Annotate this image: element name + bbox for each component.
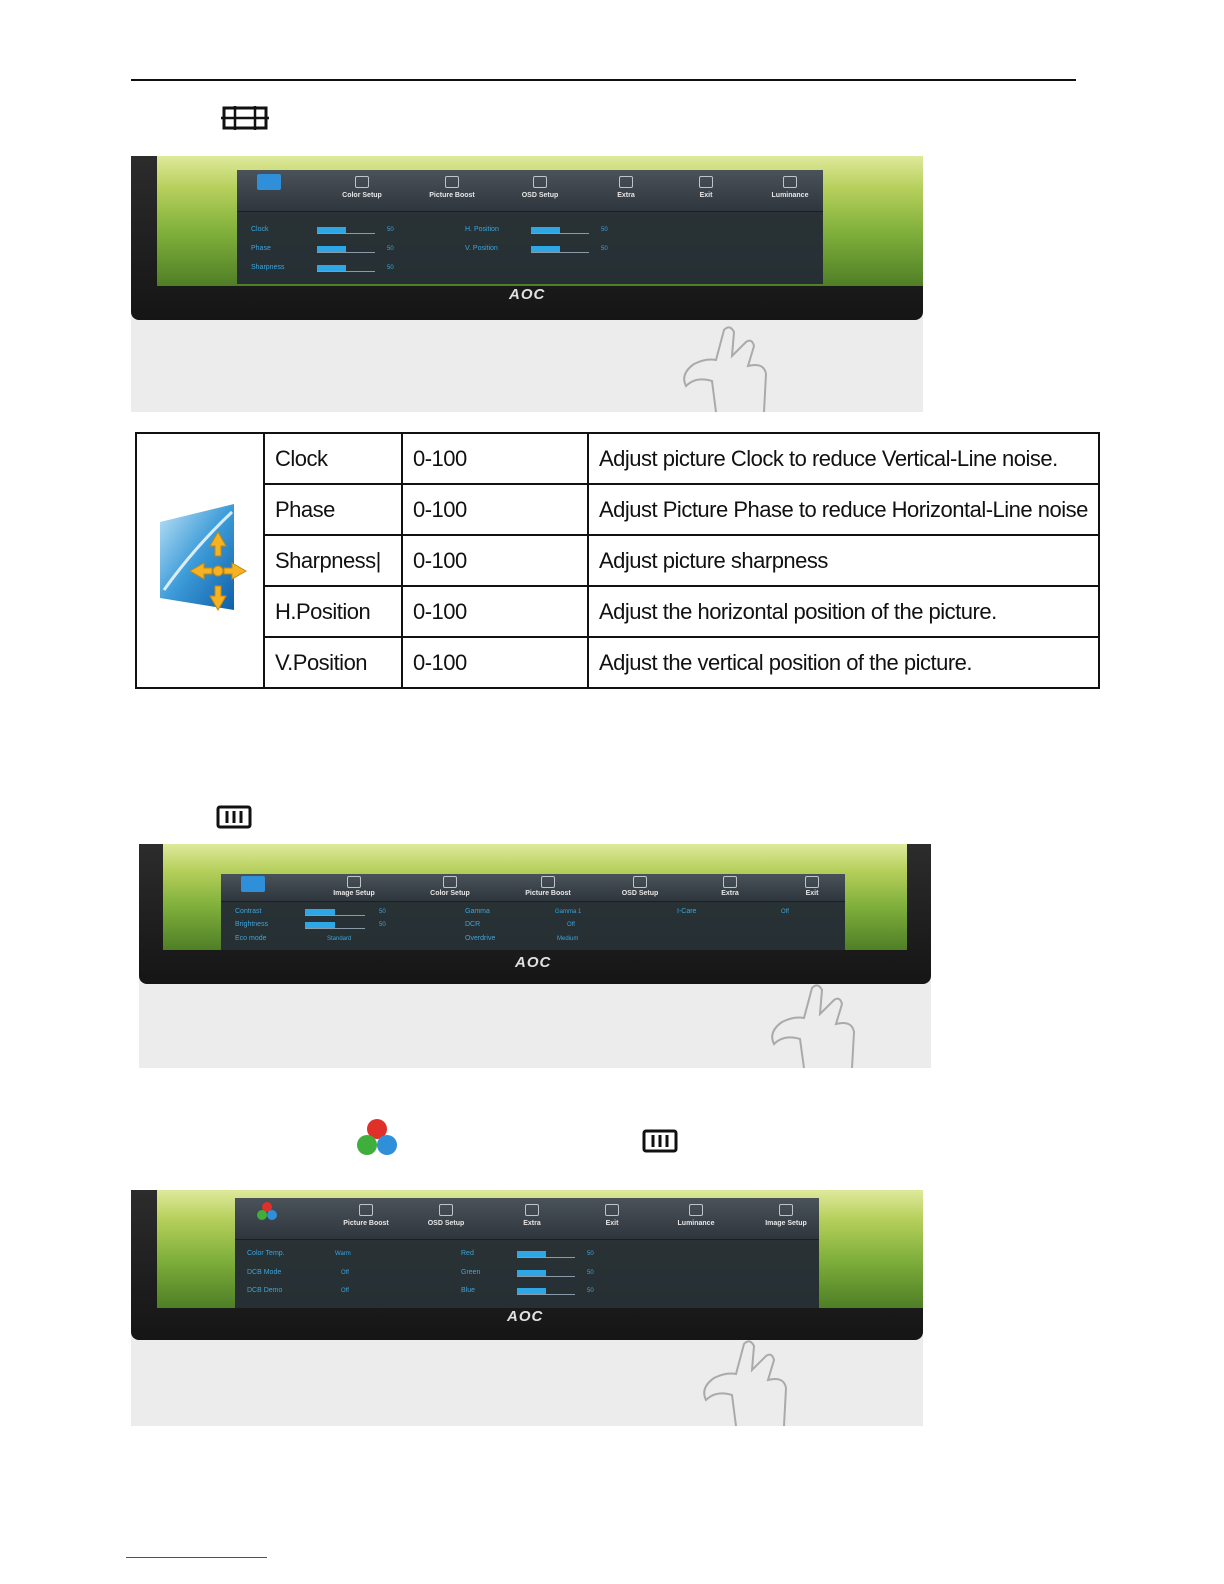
osd-row-label: Overdrive bbox=[465, 935, 496, 942]
pointing-hand-icon bbox=[696, 1340, 796, 1426]
osd-row-label: H. Position bbox=[465, 226, 499, 233]
aoc-logo: AOC bbox=[515, 954, 552, 971]
osd-row-label: Contrast bbox=[235, 908, 262, 915]
table-cell-range: 0-100 bbox=[402, 484, 588, 535]
table-row bbox=[136, 535, 1099, 586]
osd-tab-luminance[interactable] bbox=[223, 874, 283, 896]
osd-slider[interactable] bbox=[517, 1270, 575, 1277]
table-cell-range: 0-100 bbox=[402, 433, 588, 484]
osd-value[interactable]: Gamma 1 bbox=[555, 909, 582, 915]
osd-row-label: Brightness bbox=[235, 921, 269, 928]
osd-slider[interactable] bbox=[517, 1288, 575, 1295]
table-cell-item: Sharpness| bbox=[264, 535, 402, 586]
osd-value: 50 bbox=[587, 1270, 594, 1276]
osd-value: 50 bbox=[387, 246, 394, 252]
osd-slider[interactable] bbox=[305, 909, 365, 916]
osd-tab-color-setup[interactable] bbox=[237, 1198, 297, 1222]
osd-tab-luminance[interactable]: Luminance bbox=[755, 170, 825, 199]
osd-row-label: Clock bbox=[251, 226, 269, 233]
osd-value[interactable]: Off bbox=[341, 1288, 349, 1294]
osd-value[interactable]: Off bbox=[341, 1270, 349, 1276]
osd-row-label: Green bbox=[461, 1269, 481, 1276]
table-icon-cell bbox=[136, 433, 264, 688]
osd-tab-extra[interactable]: Extra bbox=[497, 1198, 567, 1227]
osd-tab-osd-setup[interactable]: OSD Setup bbox=[505, 170, 575, 199]
table-row bbox=[136, 433, 1099, 484]
osd-row-label: Gamma bbox=[465, 908, 490, 915]
aoc-logo: AOC bbox=[509, 286, 546, 303]
osd-tab-osd-setup[interactable]: OSD Setup bbox=[411, 1198, 481, 1227]
osd-tab-exit[interactable]: Exit bbox=[671, 170, 741, 199]
table-cell-description: Adjust picture Clock to reduce Vertical-Line noise. bbox=[588, 433, 1099, 484]
osd-value: 50 bbox=[387, 227, 394, 233]
osd-row-label: Sharpness bbox=[251, 264, 285, 271]
osd-row-label: Phase bbox=[251, 245, 271, 252]
osd-slider[interactable] bbox=[531, 246, 589, 253]
osd-tab-color-setup[interactable]: Color Setup bbox=[415, 874, 485, 897]
osd-row-label: I-Care bbox=[677, 908, 697, 915]
image-setup-screenshot bbox=[131, 156, 923, 412]
aoc-logo: AOC bbox=[507, 1308, 544, 1325]
osd-tab-extra[interactable]: Extra bbox=[591, 170, 661, 199]
color-setup-icon bbox=[356, 1117, 398, 1157]
osd-tab-image-setup[interactable]: Image Setup bbox=[319, 874, 389, 897]
osd-value: 50 bbox=[601, 246, 608, 252]
osd-value[interactable]: Medium bbox=[557, 936, 579, 942]
osd-slider[interactable] bbox=[531, 227, 589, 234]
osd-tab-osd-setup[interactable]: OSD Setup bbox=[605, 874, 675, 897]
table-cell-range: 0-100 bbox=[402, 535, 588, 586]
table-cell-item: Clock bbox=[264, 433, 402, 484]
table-row bbox=[136, 637, 1099, 688]
osd-row-label: Blue bbox=[461, 1287, 476, 1294]
osd-tab-image-setup[interactable] bbox=[239, 170, 299, 194]
osd-tab-luminance[interactable]: Luminance bbox=[661, 1198, 731, 1227]
osd-value: 50 bbox=[379, 922, 386, 928]
osd-slider[interactable] bbox=[317, 265, 375, 272]
osd-tab-color-setup[interactable]: Color Setup bbox=[327, 170, 397, 199]
table-cell-description: Adjust picture sharpness bbox=[588, 535, 1099, 586]
table-cell-range: 0-100 bbox=[402, 586, 588, 637]
position-icon bbox=[221, 104, 269, 132]
osd-tab-extra[interactable]: Extra bbox=[695, 874, 765, 897]
osd-value[interactable]: Warm bbox=[335, 1251, 351, 1257]
osd-menu bbox=[237, 170, 823, 284]
osd-row-label: DCR bbox=[465, 921, 481, 928]
table-cell-range: 0-100 bbox=[402, 637, 588, 688]
table-cell-item: V.Position bbox=[264, 637, 402, 688]
osd-row-label: Red bbox=[461, 1250, 474, 1257]
osd-menu bbox=[235, 1198, 819, 1308]
osd-slider[interactable] bbox=[317, 227, 375, 234]
osd-row-label: V. Position bbox=[465, 245, 498, 252]
osd-tab-exit[interactable]: Exit bbox=[577, 1198, 647, 1227]
osd-value: 50 bbox=[587, 1251, 594, 1257]
osd-value[interactable]: Off bbox=[567, 922, 575, 928]
pointing-hand-icon bbox=[764, 984, 864, 1068]
image-setup-table bbox=[135, 432, 1100, 689]
table-row bbox=[136, 586, 1099, 637]
table-cell-item: Phase bbox=[264, 484, 402, 535]
table-cell-description: Adjust the horizontal position of the picture. bbox=[588, 586, 1099, 637]
osd-tab-picture-boost[interactable]: Picture Boost bbox=[331, 1198, 401, 1227]
osd-value[interactable]: Off bbox=[781, 909, 789, 915]
osd-menu bbox=[221, 874, 845, 950]
osd-value: 50 bbox=[587, 1288, 594, 1294]
footer-rule bbox=[126, 1557, 267, 1558]
table-cell-description: Adjust the vertical position of the picture. bbox=[588, 637, 1099, 688]
osd-value[interactable]: Standard bbox=[327, 936, 352, 942]
osd-tab-exit[interactable]: Exit bbox=[777, 874, 847, 897]
menu-button-icon bbox=[216, 805, 252, 829]
osd-value: 50 bbox=[387, 265, 394, 271]
image-setup-icon bbox=[150, 498, 250, 618]
header-rule bbox=[131, 79, 1076, 81]
luminance-screenshot bbox=[139, 844, 931, 1068]
osd-tab-picture-boost[interactable]: Picture Boost bbox=[417, 170, 487, 199]
table-row bbox=[136, 484, 1099, 535]
osd-tab-image-setup[interactable]: Image Setup bbox=[751, 1198, 821, 1227]
table-cell-item: H.Position bbox=[264, 586, 402, 637]
color-setup-screenshot bbox=[131, 1190, 923, 1426]
menu-button-icon bbox=[642, 1129, 678, 1153]
osd-row-label: DCB Demo bbox=[247, 1287, 283, 1294]
osd-row-label: Eco mode bbox=[235, 935, 267, 942]
osd-slider[interactable] bbox=[517, 1251, 575, 1258]
osd-value: 50 bbox=[601, 227, 608, 233]
pointing-hand-icon bbox=[676, 326, 776, 412]
osd-slider[interactable] bbox=[305, 922, 365, 929]
osd-row-label: Color Temp. bbox=[247, 1250, 285, 1257]
osd-tab-picture-boost[interactable]: Picture Boost bbox=[513, 874, 583, 897]
osd-value: 50 bbox=[379, 909, 386, 915]
osd-row-label: DCB Mode bbox=[247, 1269, 282, 1276]
table-cell-description: Adjust Picture Phase to reduce Horizontal-Line noise bbox=[588, 484, 1099, 535]
osd-slider[interactable] bbox=[317, 246, 375, 253]
